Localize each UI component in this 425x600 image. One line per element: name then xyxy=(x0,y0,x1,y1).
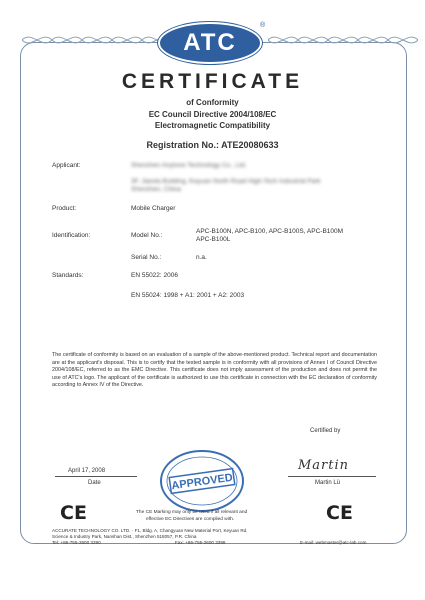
date-line xyxy=(55,476,137,477)
footer-fax: Fax: +86-755-2600 3398 xyxy=(175,540,226,545)
date-label: Date xyxy=(88,480,101,486)
footer-email: E-mail: webmaster@atc-lab.com xyxy=(300,540,367,545)
applicant-name: Shenzhen Anytone Technology Co., Ltd. xyxy=(131,162,247,169)
logo-text: ATC xyxy=(183,29,237,56)
certified-by-label: Certified by xyxy=(310,428,341,434)
registration-number: Registration No.: ATE20080633 xyxy=(146,140,279,150)
footer-line-1: ACCURATE TECHNOLOGY CO. LTD. · F1, Bldg. A, Changyuan New Material Port, Keyuan Rd. xyxy=(52,528,248,533)
applicant-address-1: 3F, Jianda Building, Keyuan North Road High-Tech Industrial Park xyxy=(131,178,321,185)
model-value-2: APC-B100L xyxy=(196,236,231,243)
certificate-title: CERTIFICATE xyxy=(121,70,304,93)
signature-line xyxy=(288,476,376,477)
identification-label: Identification: xyxy=(52,232,91,239)
registered-mark: ® xyxy=(260,22,266,29)
product-label: Product: xyxy=(52,205,77,212)
standard-1: EN 55022: 2006 xyxy=(131,272,178,279)
subtitle-emc: Electromagnetic Compatibility xyxy=(154,121,271,130)
ce-mark-right: CE xyxy=(326,502,353,524)
ornament-right xyxy=(268,30,418,50)
serial-value: n.a. xyxy=(196,254,207,261)
model-label: Model No.: xyxy=(131,232,163,239)
atc-logo xyxy=(160,24,260,62)
model-value-1: APC-B100N, APC-B100, APC-B100S, APC-B100M xyxy=(196,228,344,235)
standards-label: Standards: xyxy=(52,272,84,279)
stamp-text: APPROVED xyxy=(170,471,234,493)
signature: Martin xyxy=(298,458,350,473)
ornament-left xyxy=(22,30,172,50)
footer-tel: Tel: +86-755-2600 3290 xyxy=(52,540,101,545)
date-value: April 17, 2008 xyxy=(68,468,106,474)
footer-line-2: Science & Industry Park, Nanshan Dist., Shenzhen 518057, P.R. China xyxy=(52,534,197,539)
serial-label: Serial No.: xyxy=(131,254,162,261)
product-value: Mobile Charger xyxy=(131,205,176,212)
applicant-address-2: Shenzhen, China xyxy=(131,186,181,193)
applicant-label: Applicant: xyxy=(52,162,81,169)
ce-note-1: The CE Marking may only be used if all relevant and xyxy=(136,510,248,515)
subtitle-directive: EC Council Directive 2004/108/EC xyxy=(148,110,277,119)
approved-stamp xyxy=(158,448,246,514)
conformity-statement: The certificate of conformity is based on an evaluation of a sample of the above-mentioned product. Technical report and documentation are at the applicant's disposal. This is to certify that the tested sample is in conformity with all provisions of Annex I of Council Directive 2004/108/EC, referred to as the EMC Directive. This certificate does not imply assessment of the production and does not permit the use of ATC's logo. The applicant of the certificate is authorized to use this certificate in connection with the EC declaration of conformity according to Annex IV of the Directive. xyxy=(52,352,377,389)
subtitle-conformity: of Conformity xyxy=(186,98,239,107)
signatory-name: Martin Lü xyxy=(315,480,341,486)
ce-note-2: effective EC Directives are complied with. xyxy=(146,517,235,522)
standard-2: EN 55024: 1998 + A1: 2001 + A2: 2003 xyxy=(131,292,245,299)
ce-mark-left: CE xyxy=(60,502,87,524)
